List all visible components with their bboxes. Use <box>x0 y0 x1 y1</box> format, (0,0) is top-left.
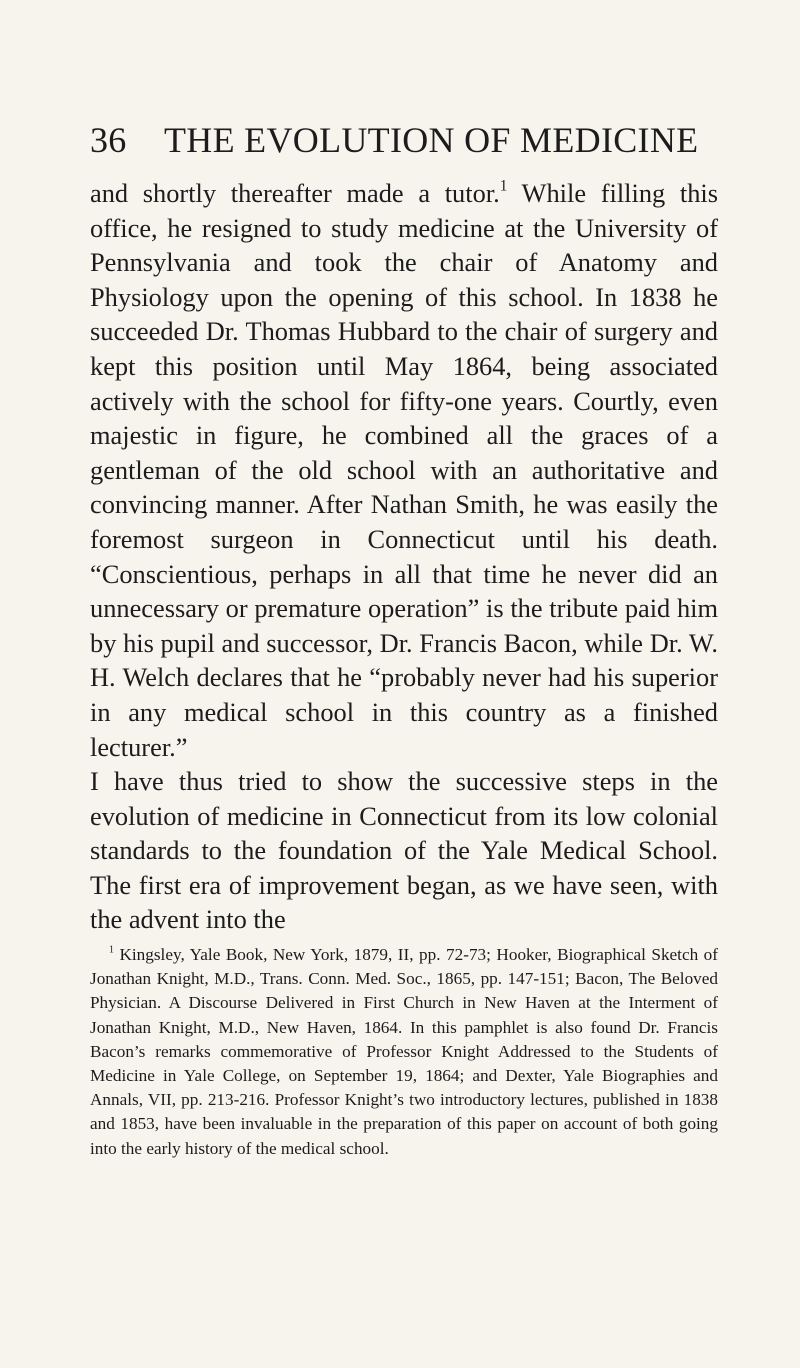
paragraph-text: and shortly thereafter made a tutor. <box>90 178 500 208</box>
body-text <box>90 176 718 937</box>
page-number: 36 <box>90 120 127 160</box>
footnote <box>90 943 718 1161</box>
paragraph: I have thus tried to show the successive steps in the evolution of medicine in Connecticut from its low colonial standards to the foundation of the Yale Medical School. The first era of improvement began, as we have seen, with the advent into the <box>90 766 718 935</box>
book-page <box>90 120 718 1161</box>
running-head <box>90 120 718 160</box>
footnotes <box>90 943 718 1161</box>
footnote-text: Kingsley, Yale Book, New York, 1879, II, pp. 72-73; Hooker, Biographical Sketch of Jonathan Knight, M.D., Trans. Conn. Med. Soc., 1865, pp. 147-151; Bacon, The Beloved Physician. A Discourse Delivered in First Church in New Haven at the Interment of Jonathan Knight, M.D., New Haven, 1864. In this pamphlet is also found Dr. Francis Bacon’s remarks commemorative of Professor Knight Addressed to the Students of Medicine in Yale College, on September 19, 1864; and Dexter, Yale Biographies and Annals, VII, pp. 213-216. Professor Knight’s two introductory lectures, published in 1838 and 1853, have been invaluable in the preparation of this paper on account of both going into the early history of the medical school. <box>90 945 718 1158</box>
footnote-mark: 1 <box>109 944 114 956</box>
paragraph <box>90 176 718 764</box>
footnote-reference: 1 <box>499 177 508 195</box>
running-title: THE EVOLUTION OF MEDICINE <box>164 120 699 160</box>
paragraph-text-continued: While filling this office, he resigned to study medicine at the University of Pennsylvania and took the chair of Anatomy and Physiology upon the opening of this school. In 1838 he succeeded Dr. Thomas Hubbard to the chair of surgery and kept this position until May 1864, being associated actively with the school for fifty-one years. Courtly, even majestic in figure, he combined all the graces of a gentleman of the old school with an authoritative and convincing manner. After Nathan Smith, he was easily the foremost surgeon in Connecticut until his death. “Conscientious, perhaps in all that time he never did an unnecessary or premature operation” is the tribute paid him by his pupil and successor, Dr. Francis Bacon, while Dr. W. H. Welch declares that he “probably never had his superior in any medical school in this country as a finished lecturer.” <box>90 178 719 762</box>
